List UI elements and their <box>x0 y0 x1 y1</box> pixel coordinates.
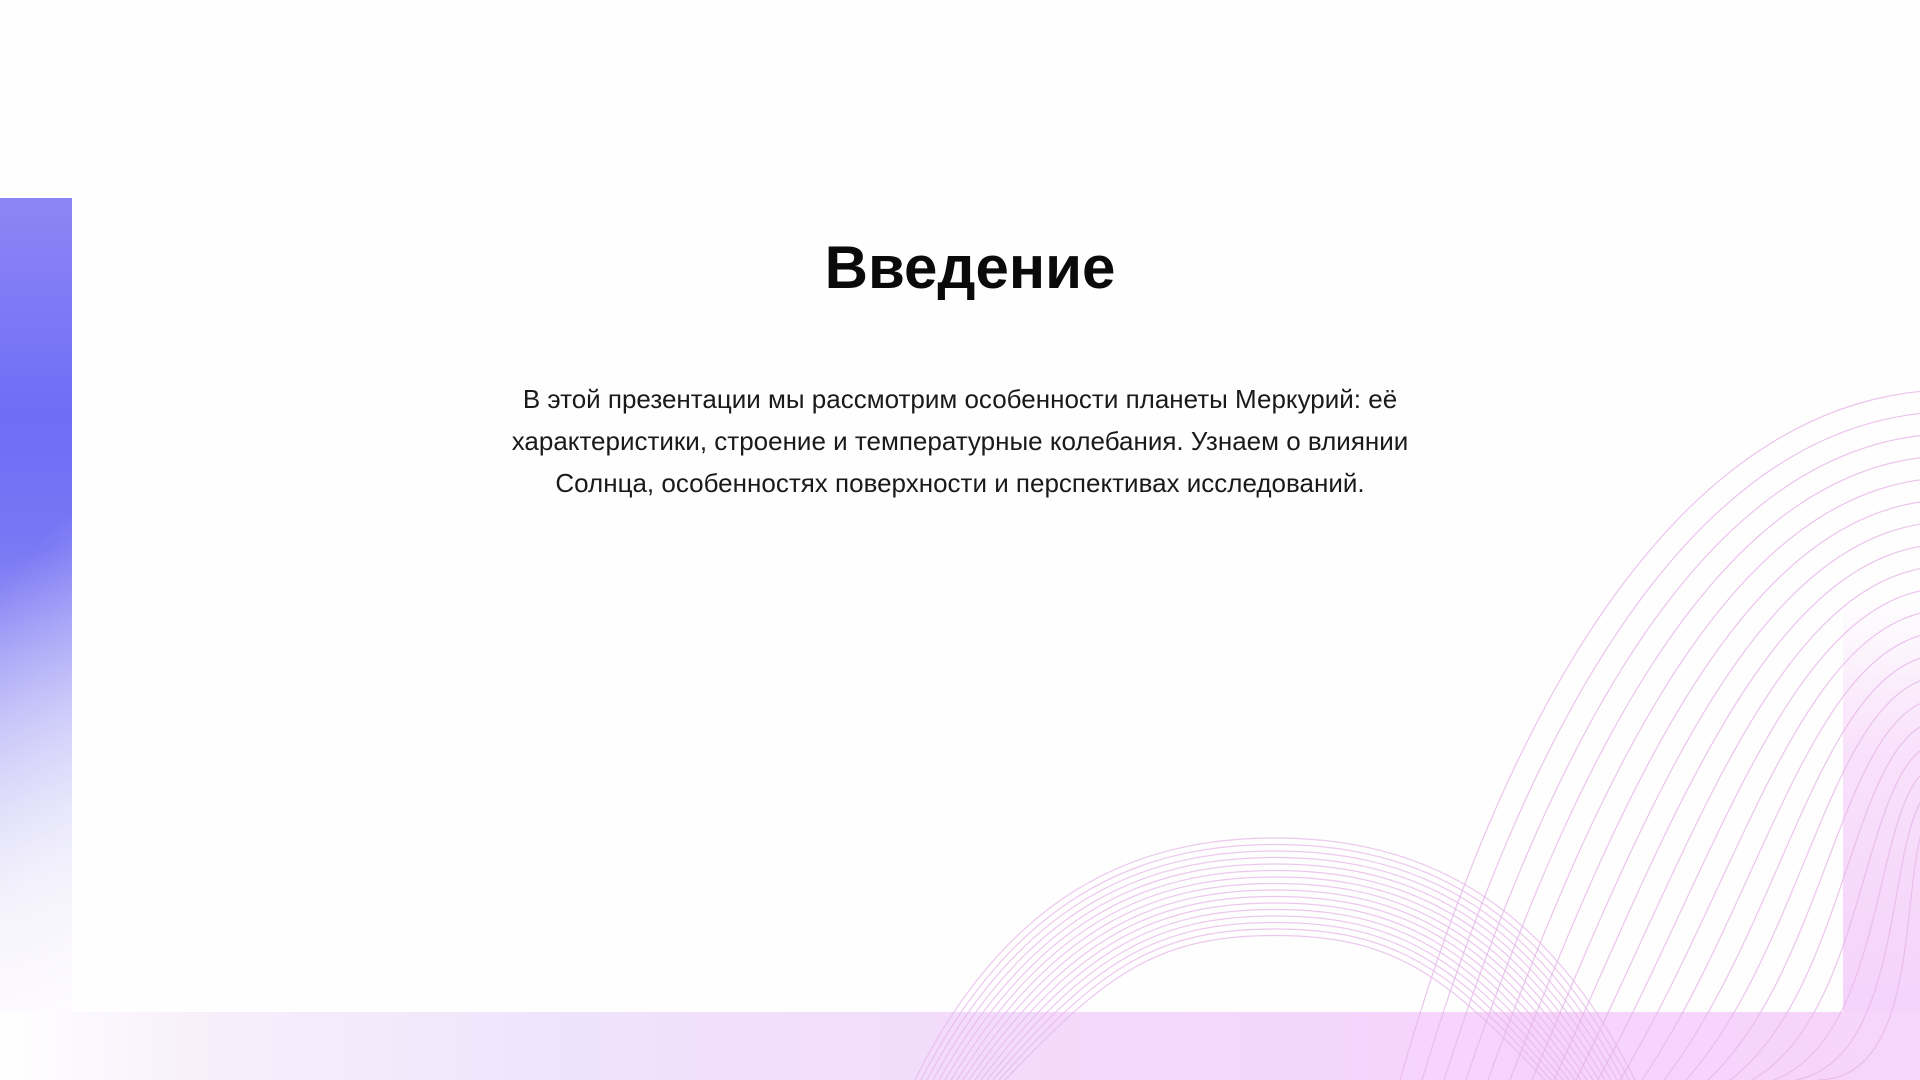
content-panel <box>72 0 1843 1012</box>
bottom-accent-band <box>0 1012 1920 1080</box>
left-accent-band <box>0 198 72 1080</box>
slide-title: Введение <box>824 234 1116 301</box>
slide-body-text: В этой презентации мы рассмотрим особенности планеты Меркурий: её характеристики, строение и температурные колебания. Узнаем о влиянии Солнца, особенностях поверхности и перспективах исследований. <box>511 384 1409 498</box>
right-accent-band <box>1843 600 1920 1080</box>
